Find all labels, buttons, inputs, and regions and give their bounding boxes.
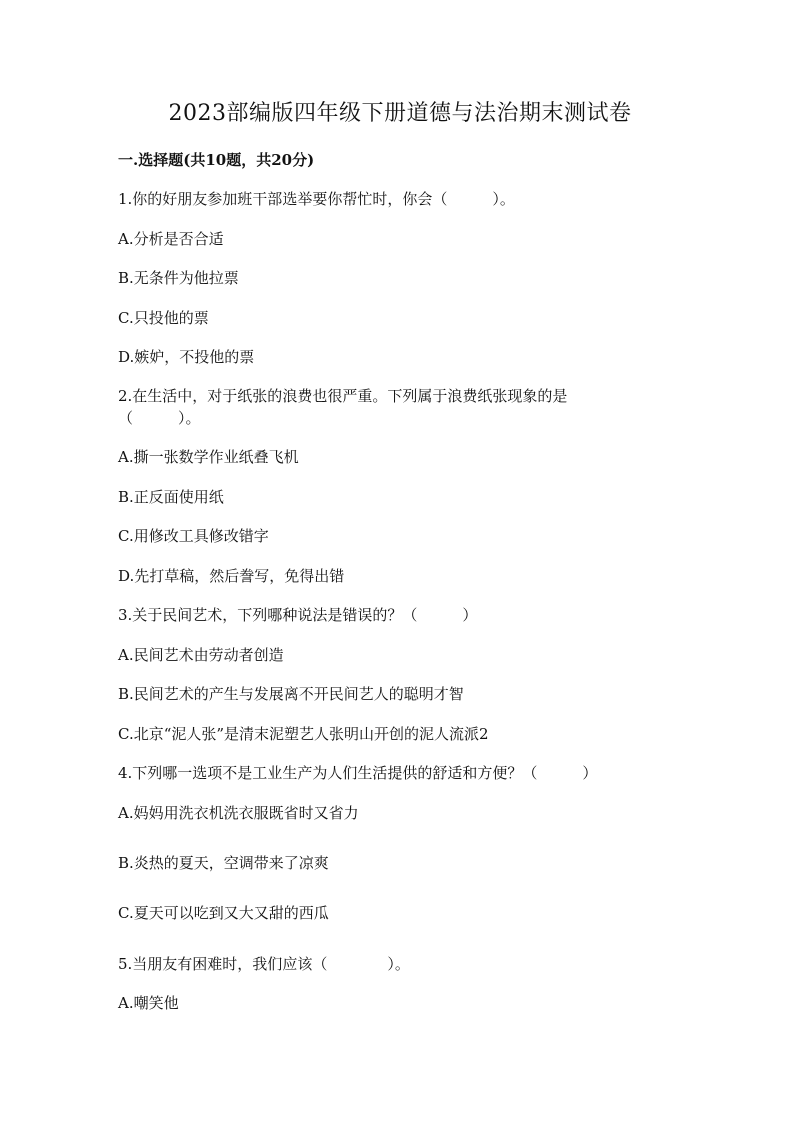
question-5-stem: 5.当朋友有困难时，我们应该（ ）。: [118, 955, 410, 973]
question-1-option-c: C.只投他的票: [118, 309, 209, 327]
question-5-option-a: A.嘲笑他: [118, 994, 179, 1012]
question-2-option-d: D.先打草稿，然后誊写，免得出错: [118, 567, 345, 585]
question-1-stem: 1.你的好朋友参加班干部选举要你帮忙时，你会（ ）。: [118, 190, 515, 208]
question-2-option-c: C.用修改工具修改错字: [118, 527, 269, 545]
question-2-option-a: A.撕一张数学作业纸叠飞机: [118, 448, 299, 466]
question-1-option-b: B.无条件为他拉票: [118, 269, 239, 287]
page-title: 2023部编版四年级下册道德与法治期末测试卷: [168, 101, 632, 126]
question-2-stem: 2.在生活中，对于纸张的浪费也很严重。下列属于浪费纸张现象的是（ ）。: [118, 387, 568, 427]
question-3-option-c: C.北京“泥人张”是清末泥塑艺人张明山开创的泥人流派2: [118, 725, 489, 743]
question-2-option-b: B.正反面使用纸: [118, 488, 224, 506]
question-3-option-a: A.民间艺术由劳动者创造: [118, 646, 284, 664]
section-heading: 一.选择题(共10题，共20分): [118, 151, 315, 169]
question-4-option-c: C.夏天可以吃到又大又甜的西瓜: [118, 904, 329, 922]
question-4-option-b: B.炎热的夏天，空调带来了凉爽: [118, 854, 329, 872]
question-1-option-d: D.嫉妒，不投他的票: [118, 348, 255, 366]
question-4-stem: 4.下列哪一选项不是工业生产为人们生活提供的舒适和方便？（ ）: [118, 764, 598, 782]
question-1-option-a: A.分析是否合适: [118, 230, 224, 248]
question-3-option-b: B.民间艺术的产生与发展离不开民间艺人的聪明才智: [118, 685, 464, 703]
question-4-option-a: A.妈妈用洗衣机洗衣服既省时又省力: [118, 804, 359, 822]
question-3-stem: 3.关于民间艺术，下列哪种说法是错误的？（ ）: [118, 606, 478, 624]
